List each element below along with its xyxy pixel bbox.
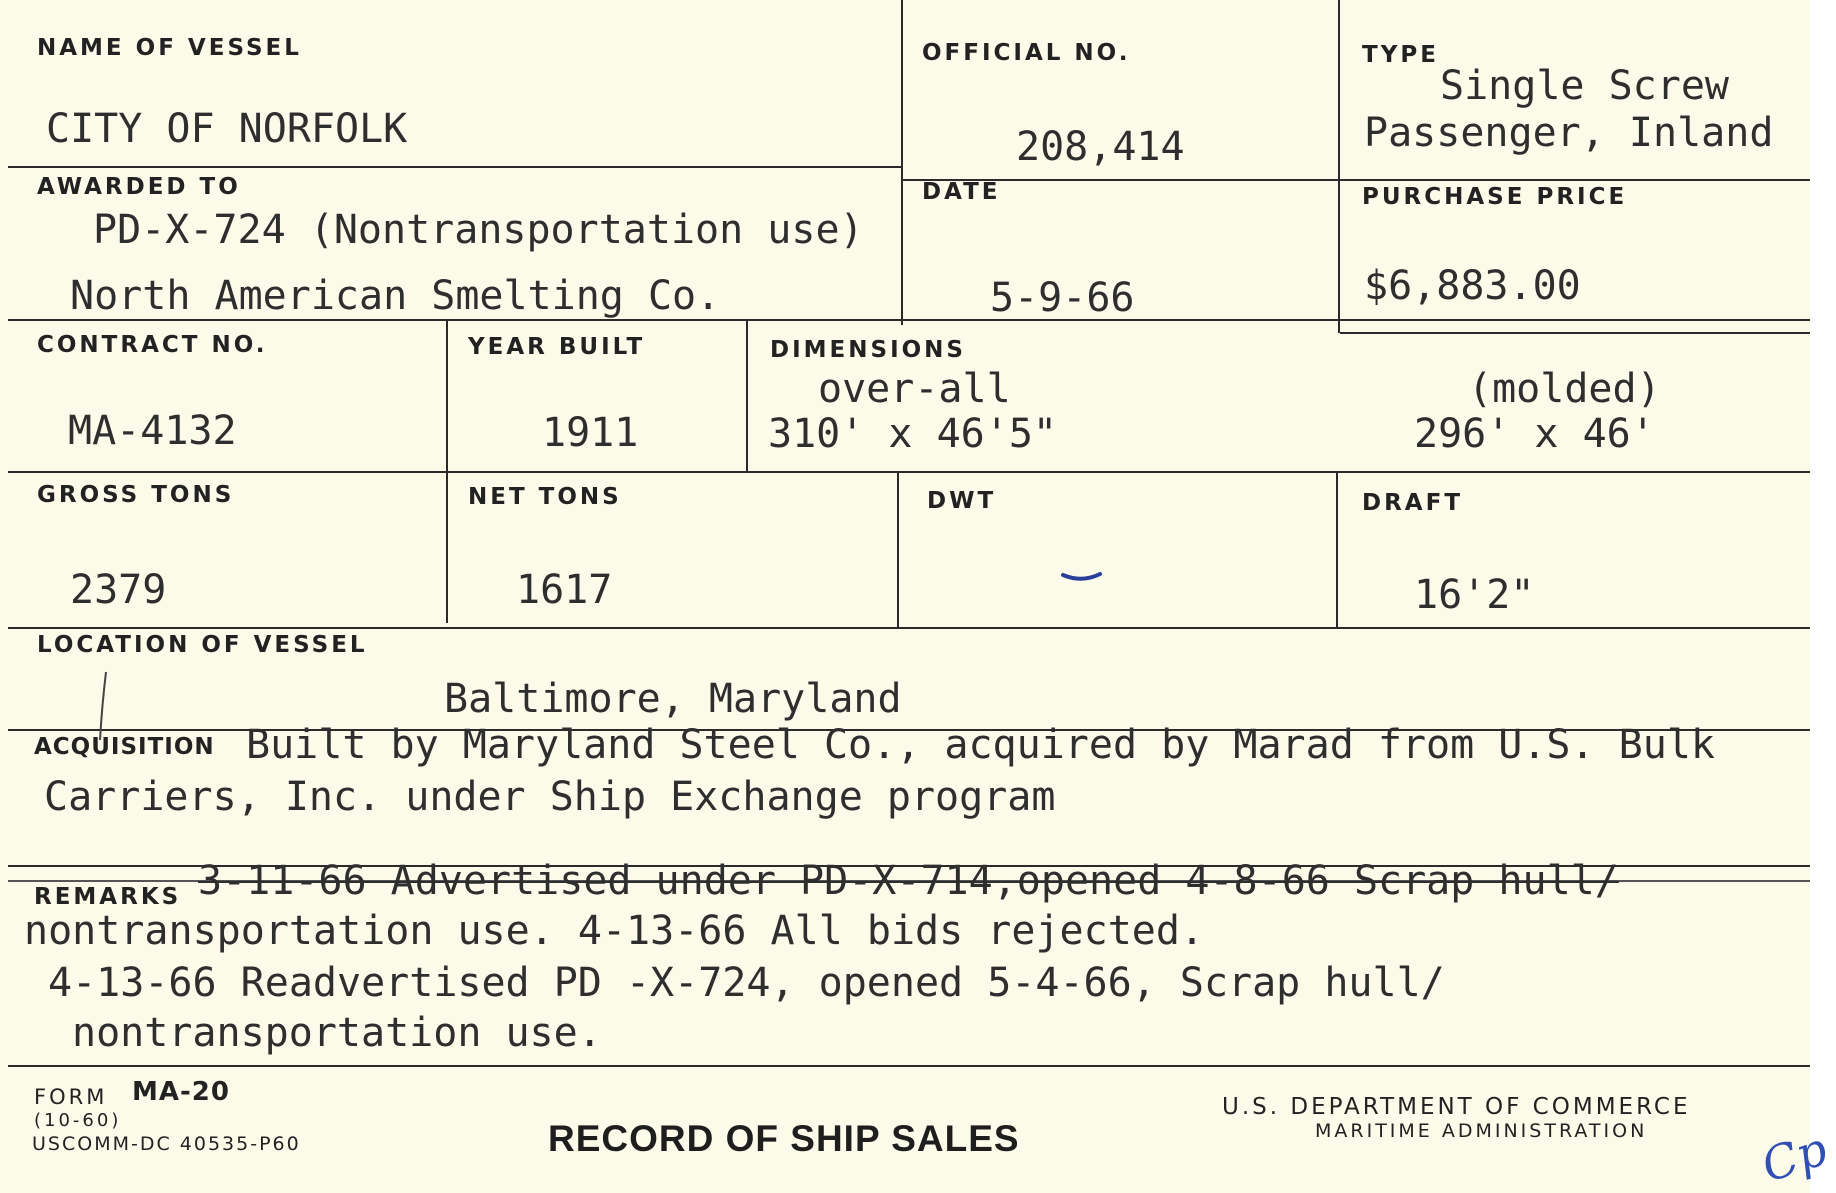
awarded-to-line1: PD-X-724 (Nontransportation use)	[93, 207, 864, 253]
form-code: USCOMM-DC 40535-P60	[32, 1133, 301, 1155]
handwritten-initials: Cp	[1755, 1121, 1834, 1193]
gross-tons-label: GROSS TONS	[37, 482, 235, 508]
year-built-value: 1911	[542, 410, 639, 456]
vessel-name-value: CITY OF NORFOLK	[46, 106, 408, 152]
rule-v-dimensions-left	[746, 320, 748, 472]
form-date: (10-60)	[34, 1110, 122, 1131]
rule-row4-bottom	[8, 627, 1810, 629]
administration-name: MARITIME ADMINISTRATION	[1315, 1120, 1648, 1142]
name-of-vessel-label: NAME OF VESSEL	[37, 35, 302, 61]
dimensions-overall-label: over-all	[818, 366, 1011, 412]
type-value-line1: Single Screw	[1440, 63, 1729, 109]
rule-v-dwt-left	[897, 472, 899, 628]
official-no-value: 208,414	[1016, 124, 1185, 170]
acquisition-line2: Carriers, Inc. under Ship Exchange program	[44, 774, 1056, 820]
pencil-tick-mark	[94, 670, 114, 742]
form-number: MA-20	[132, 1077, 230, 1107]
rule-row1-bottom	[8, 166, 903, 168]
awarded-to-line2: North American Smelting Co.	[70, 273, 721, 319]
awarded-to-label: AWARDED TO	[37, 174, 241, 200]
remarks-line1-struck: 3-11-66 Advertised under PD-X-714,opened 4-8-66 Scrap hull/	[198, 858, 1619, 904]
dimensions-label: DIMENSIONS	[770, 337, 966, 363]
department-name: U.S. DEPARTMENT OF COMMERCE	[1222, 1094, 1691, 1120]
remarks-line4: nontransportation use.	[72, 1010, 602, 1056]
rule-row2-bottom-right	[1340, 332, 1810, 334]
purchase-price-value: $6,883.00	[1364, 263, 1581, 309]
gross-tons-value: 2379	[70, 567, 167, 613]
rule-remarks-bottom	[8, 1065, 1810, 1067]
acquisition-label: ACQUISITION	[34, 734, 215, 760]
net-tons-value: 1617	[516, 567, 613, 613]
remarks-line2: nontransportation use. 4-13-66 All bids rejected.	[24, 908, 1205, 954]
location-value: Baltimore, Maryland	[444, 676, 902, 722]
rule-v-year-left	[446, 320, 448, 623]
draft-label: DRAFT	[1362, 490, 1464, 516]
draft-value: 16'2"	[1414, 572, 1535, 618]
date-value: 5-9-66	[990, 275, 1135, 321]
rule-row1-bottom-right	[903, 179, 1810, 181]
year-built-label: YEAR BUILT	[468, 334, 646, 360]
form-title: RECORD OF SHIP SALES	[548, 1118, 1020, 1159]
dimensions-molded-value: 296' x 46'	[1414, 411, 1655, 457]
dwt-label: DWT	[927, 488, 997, 514]
type-value-line2: Passenger, Inland	[1364, 110, 1774, 156]
dimensions-overall-value: 310' x 46'5"	[768, 411, 1057, 457]
date-label: DATE	[922, 179, 1001, 205]
dwt-dash-mark	[1060, 568, 1104, 586]
official-no-label: OFFICIAL NO.	[922, 40, 1131, 66]
rule-v-type-left	[1338, 0, 1340, 333]
dimensions-molded-label: (molded)	[1468, 366, 1661, 412]
contract-no-label: CONTRACT NO.	[37, 332, 268, 358]
remarks-line3: 4-13-66 Readvertised PD -X-724, opened 5-4-66, Scrap hull/	[48, 960, 1445, 1006]
acquisition-line1: Built by Maryland Steel Co., acquired by Marad from U.S. Bulk	[246, 722, 1716, 768]
purchase-price-label: PURCHASE PRICE	[1362, 184, 1628, 210]
net-tons-label: NET TONS	[468, 484, 622, 510]
location-label: LOCATION OF VESSEL	[37, 632, 368, 658]
rule-v-draft-left	[1336, 472, 1338, 628]
type-label: TYPE	[1362, 42, 1439, 68]
contract-no-value: MA-4132	[68, 408, 237, 454]
rule-row3-bottom	[8, 471, 1810, 473]
remarks-label: REMARKS	[34, 884, 182, 910]
form-prefix: FORM	[34, 1085, 108, 1109]
rule-row2-bottom	[8, 319, 1810, 321]
rule-v-official-left	[901, 0, 903, 325]
